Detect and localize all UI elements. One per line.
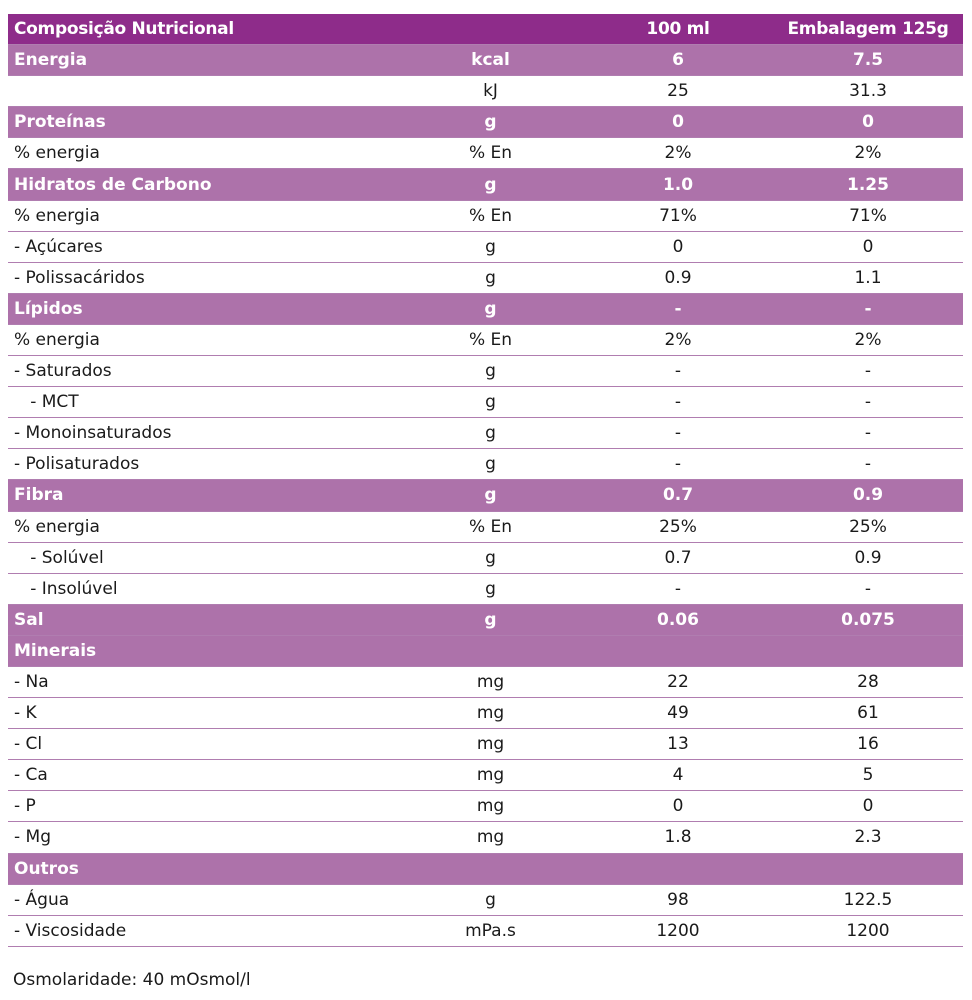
row-unit: g: [484, 485, 497, 506]
row-unit: g: [485, 454, 496, 475]
row-value-100ml: -: [674, 298, 682, 319]
header-label: Composição Nutricional: [14, 19, 234, 40]
row-value-100ml: 13: [667, 734, 689, 755]
row-unit: % En: [468, 143, 513, 164]
row-label: - Polissacáridos: [14, 267, 145, 288]
table-row: [8, 729, 963, 760]
row-unit: g: [484, 174, 497, 195]
table-row: [8, 574, 963, 605]
row-label: % energia: [14, 329, 100, 350]
row-value-package: 61: [857, 703, 879, 724]
row-unit: g: [485, 267, 496, 288]
row-unit: g: [485, 236, 496, 257]
row-value-100ml: -: [674, 361, 682, 382]
row-value-package: -: [864, 392, 872, 413]
row-value-100ml: -: [674, 392, 682, 413]
table-row: [8, 512, 963, 543]
row-unit: mg: [476, 796, 505, 817]
row-value-package: 0.9: [852, 485, 884, 506]
table-row: [8, 387, 963, 418]
row-value-package: -: [864, 423, 872, 444]
row-value-package: 7.5: [852, 50, 884, 71]
section-row: [8, 636, 963, 667]
row-value-100ml: 0: [672, 112, 684, 133]
row-value-package: 2.3: [854, 827, 882, 848]
row-value-100ml: 1.8: [664, 827, 692, 848]
row-label: - Solúvel: [14, 547, 104, 568]
table-row: [8, 201, 963, 232]
row-value-package: 5: [862, 765, 874, 786]
section-row: [8, 169, 963, 200]
row-value-100ml: 71%: [659, 205, 697, 226]
row-label: - P: [14, 796, 36, 817]
row-label: - K: [14, 703, 37, 724]
row-value-100ml: 0.9: [664, 267, 692, 288]
row-unit: kJ: [483, 81, 498, 102]
row-value-100ml: 98: [667, 889, 689, 910]
row-value-100ml: 4: [672, 765, 684, 786]
row-value-100ml: 49: [667, 703, 689, 724]
section-row: [8, 107, 963, 138]
table-row: [8, 76, 963, 107]
row-label: - Na: [14, 672, 49, 693]
row-unit: mg: [476, 734, 505, 755]
row-value-package: 1.25: [847, 174, 889, 195]
row-value-package: 16: [857, 734, 879, 755]
section-row: [8, 605, 963, 636]
table-row: [8, 760, 963, 791]
row-unit: g: [484, 112, 497, 133]
row-value-package: 0: [862, 112, 874, 133]
row-label: % energia: [14, 205, 100, 226]
section-row: [8, 480, 963, 511]
row-label: Hidratos de Carbono: [14, 174, 212, 195]
row-unit: kcal: [471, 50, 510, 71]
table-row: [8, 916, 963, 947]
row-value-package: 71%: [849, 205, 887, 226]
row-value-100ml: 0.7: [662, 485, 694, 506]
section-row: [8, 45, 963, 76]
row-value-package: 2%: [854, 329, 882, 350]
row-label: Sal: [14, 609, 44, 630]
row-unit: mg: [476, 765, 505, 786]
row-label: Minerais: [14, 640, 97, 661]
section-row: [8, 854, 963, 885]
row-value-100ml: 25%: [659, 516, 697, 537]
row-value-100ml: -: [674, 578, 682, 599]
row-label: Energia: [14, 50, 88, 71]
table-header-row: [8, 14, 963, 45]
row-value-package: 122.5: [843, 889, 893, 910]
row-value-100ml: -: [674, 423, 682, 444]
row-value-package: 0.9: [854, 547, 882, 568]
table-row: [8, 698, 963, 729]
row-value-100ml: -: [674, 454, 682, 475]
row-value-package: 28: [857, 672, 879, 693]
row-label: Fibra: [14, 485, 64, 506]
row-value-package: 2%: [854, 143, 882, 164]
table-row: [8, 822, 963, 853]
row-label: - Açúcares: [14, 236, 103, 257]
row-value-package: -: [864, 454, 872, 475]
row-value-package: 1.1: [854, 267, 882, 288]
row-label: - Viscosidade: [14, 920, 127, 941]
row-unit: % En: [468, 205, 513, 226]
row-value-package: -: [864, 578, 872, 599]
row-label: - Ca: [14, 765, 48, 786]
row-unit: % En: [468, 329, 513, 350]
row-value-package: -: [864, 298, 872, 319]
row-value-100ml: 25: [667, 81, 689, 102]
row-unit: g: [485, 547, 496, 568]
row-unit: % En: [468, 516, 513, 537]
row-value-100ml: 2%: [664, 143, 692, 164]
table-row: [8, 885, 963, 916]
row-value-100ml: 0.06: [657, 609, 699, 630]
table-row: [8, 449, 963, 480]
table-row: [8, 325, 963, 356]
row-value-100ml: 22: [667, 672, 689, 693]
row-label: - Polisaturados: [14, 454, 140, 475]
row-label: Proteínas: [14, 112, 106, 133]
row-unit: g: [485, 889, 496, 910]
header-per-package: Embalagem 125g: [787, 19, 949, 40]
osmolarity-footnote: Osmolaridade: 40 mOsmol/l: [13, 970, 251, 990]
table-row: [8, 418, 963, 449]
table-row: [8, 138, 963, 169]
row-unit: mg: [476, 703, 505, 724]
row-value-package: 0: [862, 796, 874, 817]
row-value-package: -: [864, 361, 872, 382]
row-label: % energia: [14, 143, 100, 164]
row-label: Outros: [14, 858, 79, 879]
row-value-100ml: 0: [672, 796, 684, 817]
row-label: - Cl: [14, 734, 43, 755]
nutrition-table: [8, 14, 963, 947]
row-unit: mg: [476, 672, 505, 693]
row-value-package: 1200: [846, 920, 890, 941]
row-label: - Água: [14, 889, 70, 910]
table-row: [8, 543, 963, 574]
header-per-100ml: 100 ml: [646, 19, 710, 40]
table-row: [8, 232, 963, 263]
row-unit: mg: [476, 827, 505, 848]
row-label: - MCT: [14, 392, 79, 413]
table-row: [8, 263, 963, 294]
row-unit: g: [485, 578, 496, 599]
row-value-100ml: 0: [672, 236, 684, 257]
row-label: - Saturados: [14, 361, 112, 382]
row-value-100ml: 2%: [664, 329, 692, 350]
row-value-package: 0: [862, 236, 874, 257]
row-value-100ml: 6: [672, 50, 684, 71]
row-value-package: 0.075: [841, 609, 895, 630]
table-row: [8, 356, 963, 387]
row-value-100ml: 0.7: [664, 547, 692, 568]
row-label: - Monoinsaturados: [14, 423, 172, 444]
row-label: Lípidos: [14, 298, 83, 319]
row-unit: g: [484, 609, 497, 630]
row-unit: g: [485, 361, 496, 382]
row-label: - Mg: [14, 827, 51, 848]
row-value-100ml: 1200: [656, 920, 700, 941]
table-row: [8, 791, 963, 822]
table-row: [8, 667, 963, 698]
row-value-package: 25%: [849, 516, 887, 537]
row-unit: mPa.s: [465, 920, 516, 941]
section-row: [8, 294, 963, 325]
row-label: % energia: [14, 516, 100, 537]
table-body: [8, 45, 963, 947]
row-label: - Insolúvel: [14, 578, 118, 599]
row-value-package: 31.3: [849, 81, 887, 102]
row-unit: g: [485, 392, 496, 413]
row-unit: g: [484, 298, 497, 319]
row-value-100ml: 1.0: [662, 174, 694, 195]
row-unit: g: [485, 423, 496, 444]
